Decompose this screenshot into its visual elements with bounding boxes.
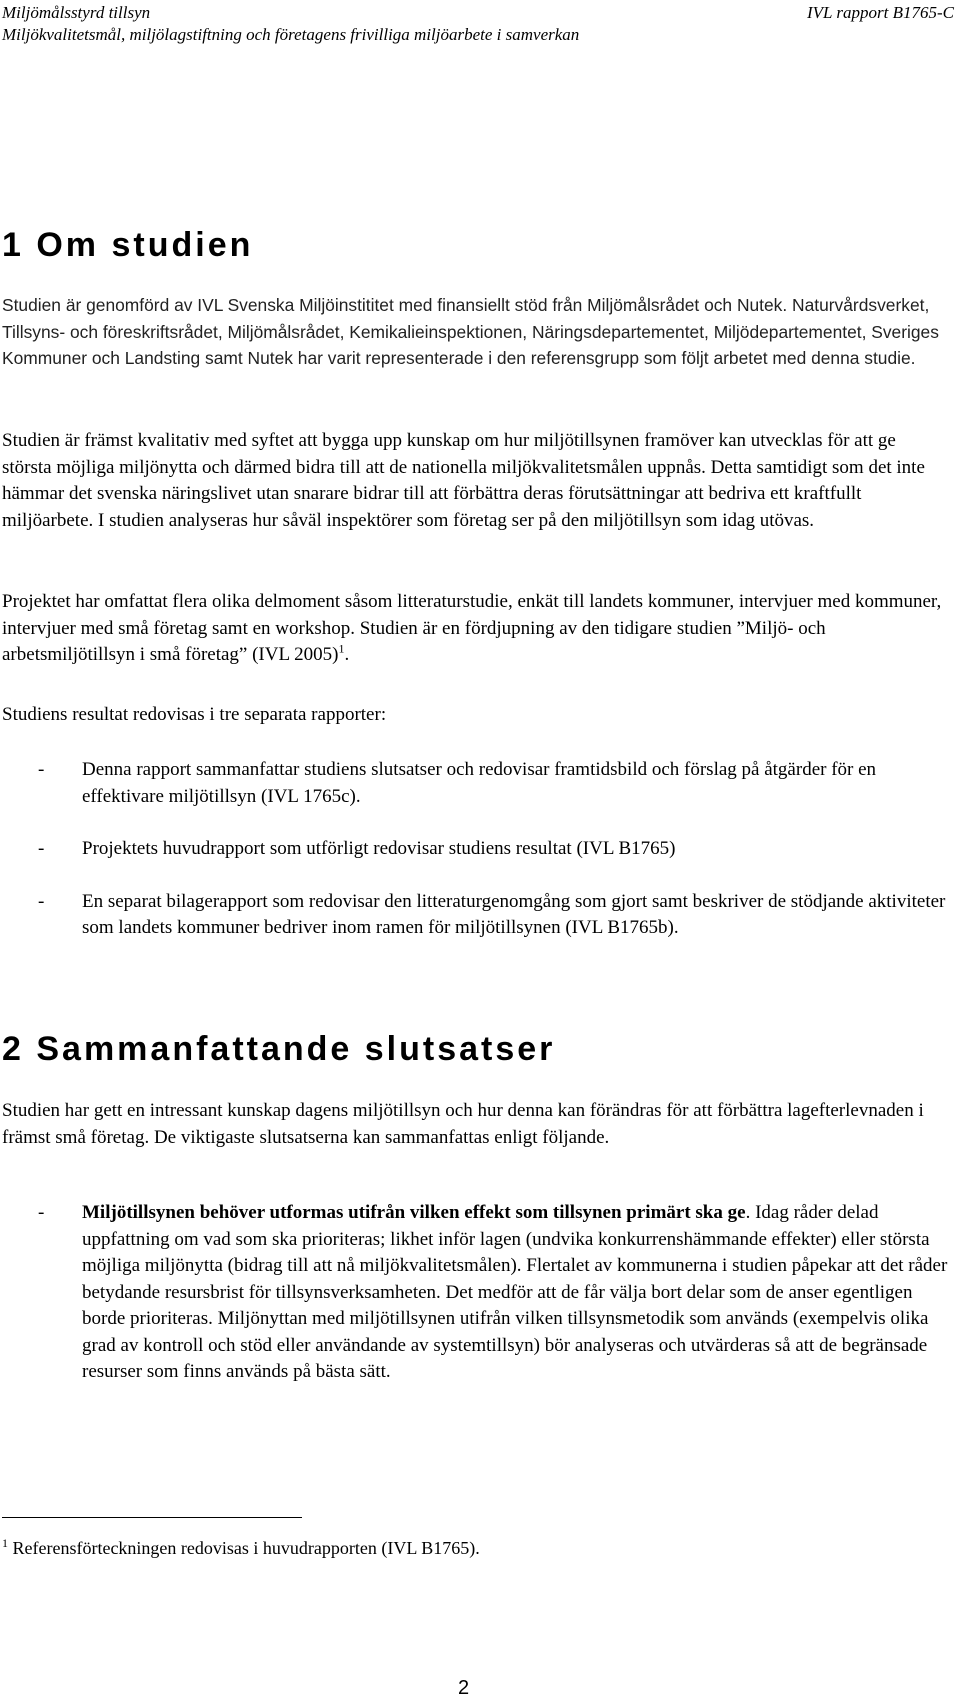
list-item <box>0 889 955 942</box>
section-1-paragraph-4: Studiens resultat redovisas i tre separata rapporter: <box>2 704 387 725</box>
report-list <box>0 757 955 968</box>
list-item <box>0 836 955 863</box>
footnote <box>2 1536 480 1560</box>
footnote-marker: 1 <box>2 1536 8 1550</box>
header-subtitle: Miljökvalitetsmål, miljölagstiftning och företagens frivilliga miljöarbete i samverkan <box>2 25 580 44</box>
list-dash: - <box>38 838 45 859</box>
page-number: 2 <box>458 1677 470 1699</box>
header-report-id: IVL rapport B1765-C <box>806 3 954 22</box>
list-item <box>0 1200 955 1386</box>
conclusion-text: Idag råder delad uppfattning om vad som ska prioriteras; likhet inför lagen (undvika konkurrenshämmande effekter) eller största möjliga miljönytta (bidrag till att nå miljökvalitetsmålen). Flertalet av kommunerna i studien påpekar att det råder betydande resursbrist för tillsynsverksamheten. Det medför att de får välja bort delar som de anser egentligen borde prioriteras. Miljönyttan med miljötillsynen utifrån vilken tillsynsmetodik som används (exempelvis olika grad av kontroll och stöd eller användande av systemtillsyn) bör analyseras och utvärderas så att de begränsade resurser som finns används på bästa sätt. <box>82 1202 948 1382</box>
section-1-paragraph-1: Studien är genomförd av IVL Svenska Miljöinstititet med finansiellt stöd från Miljömålsrådet och Nutek. Naturvårdsverket, Tillsyns- och föreskriftsrådet, Miljömålsrådet, Kemikalieinspektionen, Näringsdepartementet, Miljödepartementet, Sveriges Kommuner och Landsting samt Nutek har varit representerade i den referensgrupp som följt arbetet med denna studie. <box>2 295 939 368</box>
header-series-title: Miljömålsstyrd tillsyn <box>2 3 151 22</box>
section-2-heading: 2 Sammanfattande slutsatser <box>2 1030 556 1068</box>
conclusions-list <box>0 1200 955 1386</box>
section-1-heading: 1 Om studien <box>2 226 254 264</box>
section-2-paragraph-1: Studien har gett en intressant kunskap dagens miljötillsyn och hur denna kan förändras för att förbättra lagefterlevnaden i främst små företag. De viktigaste slutsatserna kan sammanfattas enligt följande. <box>2 1100 924 1148</box>
list-item-text: Projektets huvudrapport som utförligt redovisar studiens resultat (IVL B1765) <box>82 838 676 859</box>
list-item <box>0 757 955 810</box>
footnote-reference[interactable]: 1 <box>338 641 345 656</box>
running-header-left <box>2 2 702 46</box>
paragraph-3-end: . <box>344 644 350 665</box>
section-1-paragraph-3 <box>2 589 950 669</box>
conclusion-lead-end: . <box>745 1202 751 1223</box>
paragraph-3-text: Projektet har omfattat flera olika delmoment såsom litteraturstudie, enkät till landets kommuner, intervjuer med kommuner, intervjuer med små företag samt en workshop. Studien är en fördjupning av den tidigare studien ”Miljö- och arbetsmiljötillsyn i små företag” (IVL 2005) <box>2 591 942 665</box>
running-header-right <box>807 2 954 24</box>
list-dash: - <box>38 890 45 912</box>
list-item-text: Denna rapport sammanfattar studiens slutsatser och redovisar framtidsbild och förslag på åtgärder för en effektivare miljötillsyn (IVL 1765c). <box>82 759 877 807</box>
footnote-text: Referensförteckningen redovisas i huvudrapporten (IVL B1765). <box>8 1538 480 1558</box>
section-1-paragraph-2: Studien är främst kvalitativ med syftet att bygga upp kunskap om hur miljötillsynen framöver kan utvecklas för att ge största möjliga miljönytta och därmed bidra till att de nationella miljökvalitetsmålen uppnås. Detta samtidigt som det inte hämmar det svenska näringslivet utan snarare bidrar till att förbättra deras förutsättningar att bedriva ett kraftfullt miljöarbete. I studien analyseras hur såväl inspektörer som företag ser på den miljötillsyn som idag utövas. <box>2 430 925 531</box>
footnote-divider <box>2 1517 302 1518</box>
list-dash: - <box>38 759 45 780</box>
conclusion-lead: Miljötillsynen behöver utformas utifrån vilken effekt som tillsynen primärt ska ge <box>82 1202 746 1223</box>
list-dash: - <box>38 1202 45 1223</box>
list-item-text: En separat bilagerapport som redovisar den litteraturgenomgång som gjort samt beskriver de stödjande aktiviteter som landets kommuner bedriver inom ramen för miljötillsynen (IVL B1765b). <box>82 890 946 938</box>
